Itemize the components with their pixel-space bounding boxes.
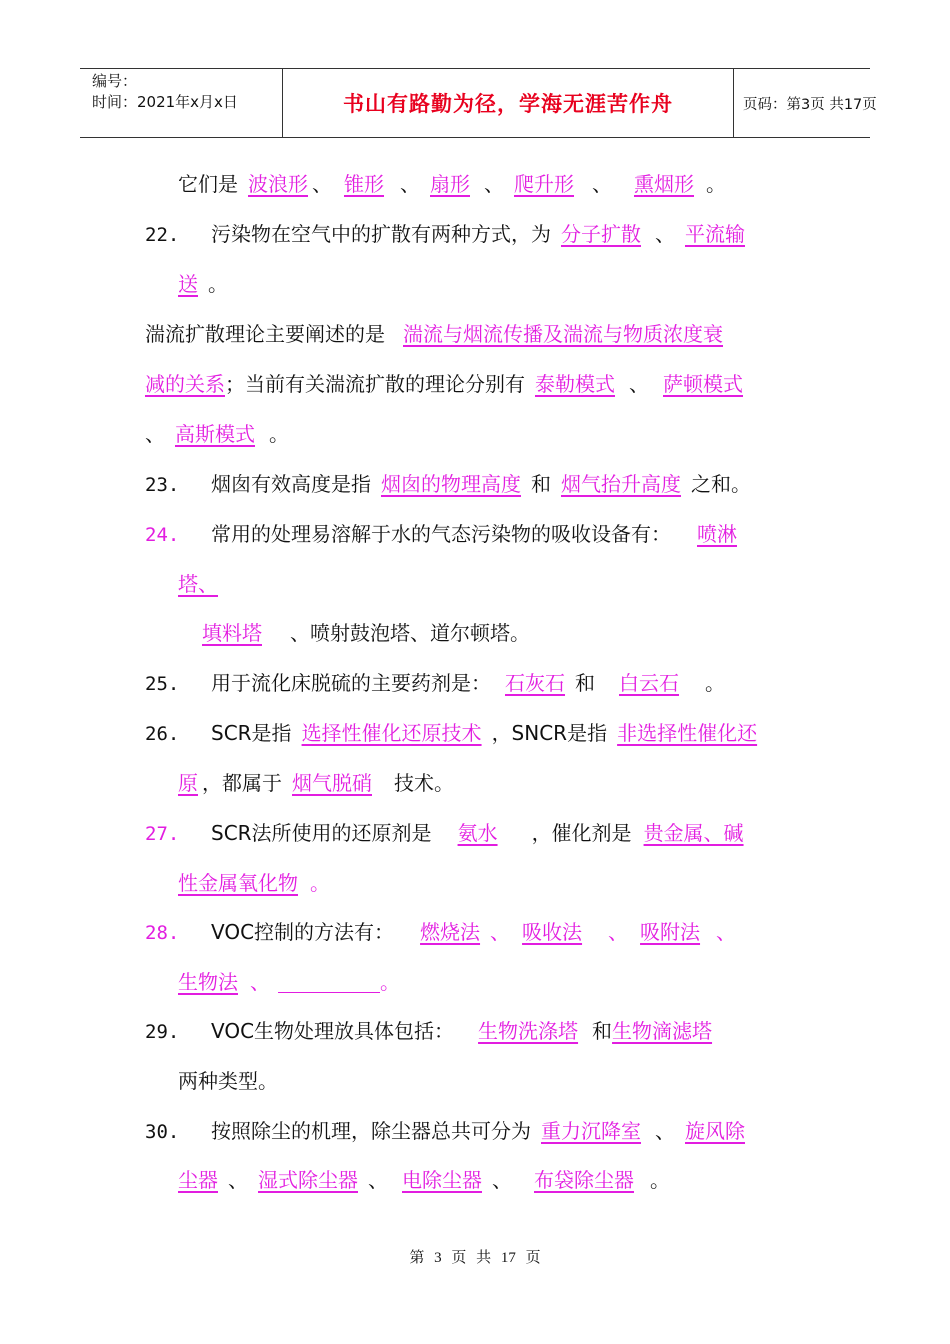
separator: 、 xyxy=(592,172,612,196)
text: ；当前有关湍流扩散的理论分别有 xyxy=(225,372,525,396)
answer-blank: 熏烟形 xyxy=(634,172,694,196)
answer-blank: 尘器 xyxy=(178,1168,218,1192)
q22-line xyxy=(211,221,745,247)
q27-line-2 xyxy=(178,870,330,896)
answer-blank: 减的关系 xyxy=(145,372,225,396)
question-number: 26. xyxy=(145,723,180,745)
text: SCR法所使用的还原剂是 xyxy=(211,821,432,845)
text: 烟囱有效高度是指 xyxy=(211,472,371,496)
answer-blank: 白云石 xyxy=(619,671,679,695)
q24-line-2 xyxy=(178,571,218,597)
answer-blank: 扇形 xyxy=(430,172,470,196)
header-motto: 书山有路勤为径，学海无涯苦作舟 xyxy=(282,69,734,137)
q23-line xyxy=(211,471,751,497)
answer-blank: 电除尘器 xyxy=(402,1168,482,1192)
text: ，催化剂是 xyxy=(531,821,632,845)
separator: 、 xyxy=(250,970,270,994)
separator: 、 xyxy=(655,1119,675,1143)
answer-blank: 填料塔 xyxy=(202,621,262,645)
answer-blank: 爬升形 xyxy=(514,172,574,196)
text: 之和。 xyxy=(691,472,751,496)
answer-blank: 燃烧法 xyxy=(420,920,481,944)
question-number: 23. xyxy=(145,474,180,496)
text: 它们是 xyxy=(178,172,238,196)
q27-line xyxy=(211,820,744,846)
text: 和 xyxy=(575,671,595,695)
header-page-info: 页码：第3页 共17页 xyxy=(743,96,877,113)
answer-blank: 分子扩散 xyxy=(561,222,641,246)
answer-blank: 烟囱的物理高度 xyxy=(381,472,521,496)
text: SCR是指 xyxy=(211,721,292,745)
text: 技术。 xyxy=(394,771,454,795)
separator: 、 xyxy=(484,172,504,196)
answer-blank: 生物滴滤塔 xyxy=(612,1019,713,1043)
q30-line-2 xyxy=(178,1167,670,1193)
answer-blank: 平流输 xyxy=(685,222,745,246)
answer-blank: 泰勒模式 xyxy=(535,372,615,396)
question-number: 30. xyxy=(145,1121,180,1143)
text: 和 xyxy=(592,1019,613,1043)
answer-blank: 旋风除 xyxy=(685,1119,745,1143)
separator: 、 xyxy=(312,172,332,196)
answer-blank: 湍流与烟流传播及湍流与物质浓度衰 xyxy=(403,322,723,346)
separator: 、 xyxy=(629,372,649,396)
header-meta xyxy=(80,69,282,137)
question-number: 28. xyxy=(145,922,180,944)
empty-answer-blank xyxy=(278,991,380,993)
date-label: 时间：2021年x月x日 xyxy=(92,93,238,111)
q28-line xyxy=(211,919,736,945)
text: ，SNCR是指 xyxy=(491,721,608,745)
text: 用于流化床脱硫的主要药剂是： xyxy=(211,671,491,695)
answer-blank: 湿式除尘器 xyxy=(258,1168,358,1192)
question-number: 24. xyxy=(145,524,180,546)
separator: 、 xyxy=(492,1168,512,1192)
text: 。 xyxy=(269,422,289,446)
answer-blank: 送 xyxy=(178,272,198,296)
text: 。 xyxy=(705,671,725,695)
answer-blank: 贵金属、碱 xyxy=(643,821,744,845)
answer-blank: 重力沉降室 xyxy=(541,1119,641,1143)
text: 污染物在空气中的扩散有两种方式，为 xyxy=(211,222,551,246)
separator: 、 xyxy=(400,172,420,196)
turbulence-line-2 xyxy=(145,371,743,397)
text: ，都属于 xyxy=(202,771,282,795)
text: VOC控制的方法有： xyxy=(211,920,395,944)
answer-blank: 石灰石 xyxy=(505,671,565,695)
answer-blank: 萨顿模式 xyxy=(663,372,743,396)
page-header xyxy=(80,68,877,138)
answer-blank: 布袋除尘器 xyxy=(534,1168,634,1192)
separator: 、 xyxy=(198,572,218,596)
separator: 、 xyxy=(608,920,629,944)
q29-line-2: 两种类型。 xyxy=(178,1069,278,1093)
separator: 、 xyxy=(490,920,511,944)
question-number: 29. xyxy=(145,1021,180,1043)
answer-blank: 吸附法 xyxy=(640,920,701,944)
answer-blank: 锥形 xyxy=(344,172,384,196)
answer-blank: 氨水 xyxy=(457,821,498,845)
text: 。 xyxy=(706,172,726,196)
answer-blank: 烟气脱硝 xyxy=(292,771,372,795)
turbulence-line-1 xyxy=(145,321,723,347)
q29-line xyxy=(211,1018,712,1044)
answer-blank: 非选择性催化还 xyxy=(617,721,758,745)
q21-continuation-line xyxy=(178,171,726,197)
text: 。 xyxy=(650,1168,670,1192)
answer-blank: 高斯模式 xyxy=(175,422,255,446)
separator: 、 xyxy=(228,1168,248,1192)
q30-line xyxy=(211,1118,745,1144)
text: VOC生物处理放具体包括： xyxy=(211,1019,455,1043)
separator: 、 xyxy=(368,1168,388,1192)
text: 常用的处理易溶解于水的气态污染物的吸收设备有： xyxy=(211,522,671,546)
answer-blank: 生物洗涤塔 xyxy=(478,1019,579,1043)
answer-blank: 波浪形 xyxy=(248,172,308,196)
answer-blank: 选择性催化还原技术 xyxy=(301,721,482,745)
separator: 、 xyxy=(716,920,737,944)
answer-blank: 性金属氧化物 xyxy=(178,871,298,895)
q26-line-2 xyxy=(178,770,454,796)
separator: 、 xyxy=(655,222,675,246)
separator: 、 xyxy=(145,422,165,446)
answer-blank: 塔 xyxy=(178,572,198,596)
page-footer: 第 3 页 共 17 页 xyxy=(409,1250,541,1266)
q28-line-2 xyxy=(178,969,400,995)
text: 、喷射鼓泡塔、道尔顿塔。 xyxy=(290,621,530,645)
text: 。 xyxy=(208,272,228,296)
answer-blank: 烟气抬升高度 xyxy=(561,472,681,496)
q24-line-3 xyxy=(178,620,530,646)
answer-blank: 吸收法 xyxy=(522,920,583,944)
q26-line xyxy=(211,720,757,746)
answer-blank: 生物法 xyxy=(178,970,238,994)
answer-blank: 喷淋 xyxy=(697,522,737,546)
text: 。 xyxy=(310,871,330,895)
question-number: 25. xyxy=(145,673,180,695)
q24-line xyxy=(211,521,737,547)
text: 和 xyxy=(531,472,551,496)
question-number: 27. xyxy=(145,823,180,845)
turbulence-line-3 xyxy=(145,421,289,447)
q25-line xyxy=(211,670,725,696)
text: 按照除尘的机理，除尘器总共可分为 xyxy=(211,1119,531,1143)
q22-line-2 xyxy=(178,271,228,297)
text: 。 xyxy=(380,970,400,994)
answer-blank: 原 xyxy=(178,771,198,795)
question-number: 22. xyxy=(145,224,180,246)
text: 湍流扩散理论主要阐述的是 xyxy=(145,322,385,346)
serial-label: 编号： xyxy=(92,72,138,90)
